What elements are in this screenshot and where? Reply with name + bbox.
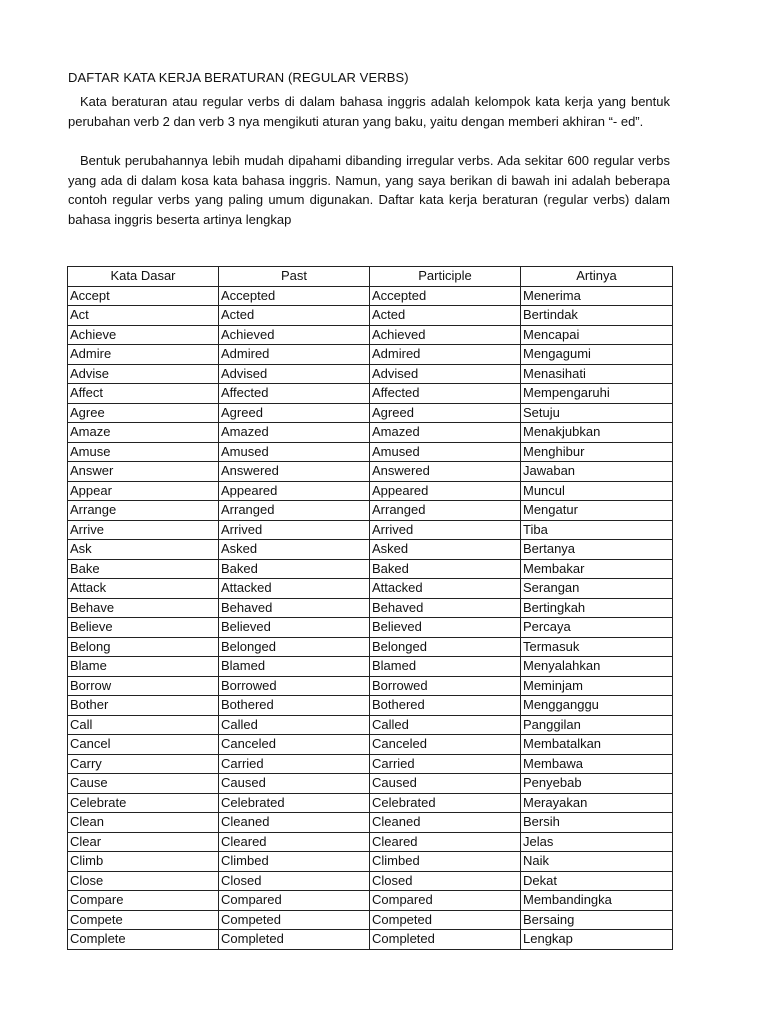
past-form-cell: Baked	[219, 559, 370, 579]
table-row	[68, 793, 673, 813]
table-row	[68, 501, 673, 521]
meaning-cell: Jelas	[521, 832, 673, 852]
past-form-cell: Borrowed	[219, 676, 370, 696]
participle-cell: Advised	[370, 364, 521, 384]
past-form-cell: Affected	[219, 384, 370, 404]
meaning-cell: Membakar	[521, 559, 673, 579]
intro-paragraph: Kata beraturan atau regular verbs di dalam bahasa inggris adalah kelompok kata kerja yang bentuk perubahan verb 2 dan verb 3 nya mengikuti aturan yang baku, yaitu dengan memberi akhiran “- ed”.	[68, 94, 670, 129]
past-form-cell: Cleared	[219, 832, 370, 852]
participle-cell: Canceled	[370, 735, 521, 755]
meaning-cell: Muncul	[521, 481, 673, 501]
participle-cell: Affected	[370, 384, 521, 404]
past-form-cell: Achieved	[219, 325, 370, 345]
participle-cell: Acted	[370, 306, 521, 326]
meaning-cell: Percaya	[521, 618, 673, 638]
base-form-cell: Accept	[68, 286, 219, 306]
participle-cell: Compared	[370, 891, 521, 911]
table-row	[68, 774, 673, 794]
past-form-cell: Completed	[219, 930, 370, 950]
base-form-cell: Attack	[68, 579, 219, 599]
participle-cell: Bothered	[370, 696, 521, 716]
past-form-cell: Acted	[219, 306, 370, 326]
base-form-cell: Arrange	[68, 501, 219, 521]
past-form-cell: Answered	[219, 462, 370, 482]
past-form-cell: Caused	[219, 774, 370, 794]
table-row	[68, 540, 673, 560]
description-paragraph: Bentuk perubahannya lebih mudah dipahami dibanding irregular verbs. Ada sekitar 600 regular verbs yang ada di dalam kosa kata bahasa inggris. Namun, yang saya berikan di bawah ini adalah beberapa contoh regular verbs yang paling umum digunakan. Daftar kata kerja beraturan (regular verbs) dalam bahasa inggris beserta artinya lengkap	[68, 153, 670, 227]
meaning-cell: Bersaing	[521, 910, 673, 930]
participle-cell: Belonged	[370, 637, 521, 657]
participle-cell: Answered	[370, 462, 521, 482]
participle-cell: Accepted	[370, 286, 521, 306]
table-row	[68, 676, 673, 696]
past-form-cell: Arranged	[219, 501, 370, 521]
table-row	[68, 715, 673, 735]
base-form-cell: Admire	[68, 345, 219, 365]
participle-cell: Arranged	[370, 501, 521, 521]
participle-cell: Admired	[370, 345, 521, 365]
base-form-cell: Affect	[68, 384, 219, 404]
base-form-cell: Blame	[68, 657, 219, 677]
table-row	[68, 871, 673, 891]
table-row	[68, 345, 673, 365]
meaning-cell: Menyalahkan	[521, 657, 673, 677]
meaning-cell: Menakjubkan	[521, 423, 673, 443]
base-form-cell: Bake	[68, 559, 219, 579]
table-row	[68, 364, 673, 384]
participle-cell: Borrowed	[370, 676, 521, 696]
base-form-cell: Arrive	[68, 520, 219, 540]
document-title: DAFTAR KATA KERJA BERATURAN (REGULAR VERBS)	[68, 70, 409, 85]
table-row	[68, 910, 673, 930]
table-row	[68, 754, 673, 774]
meaning-cell: Bersih	[521, 813, 673, 833]
table-body	[68, 286, 673, 949]
past-form-cell: Amused	[219, 442, 370, 462]
participle-cell: Agreed	[370, 403, 521, 423]
base-form-cell: Compare	[68, 891, 219, 911]
participle-cell: Cleaned	[370, 813, 521, 833]
past-form-cell: Attacked	[219, 579, 370, 599]
base-form-cell: Amuse	[68, 442, 219, 462]
participle-cell: Blamed	[370, 657, 521, 677]
meaning-cell: Menasihati	[521, 364, 673, 384]
participle-cell: Amused	[370, 442, 521, 462]
past-form-cell: Celebrated	[219, 793, 370, 813]
past-form-cell: Canceled	[219, 735, 370, 755]
header-past: Past	[219, 267, 370, 287]
meaning-cell: Mempengaruhi	[521, 384, 673, 404]
table-row	[68, 930, 673, 950]
meaning-cell: Penyebab	[521, 774, 673, 794]
participle-cell: Called	[370, 715, 521, 735]
base-form-cell: Act	[68, 306, 219, 326]
base-form-cell: Amaze	[68, 423, 219, 443]
participle-cell: Carried	[370, 754, 521, 774]
base-form-cell: Achieve	[68, 325, 219, 345]
meaning-cell: Termasuk	[521, 637, 673, 657]
participle-cell: Arrived	[370, 520, 521, 540]
table-row	[68, 325, 673, 345]
meaning-cell: Naik	[521, 852, 673, 872]
base-form-cell: Answer	[68, 462, 219, 482]
participle-cell: Celebrated	[370, 793, 521, 813]
participle-cell: Caused	[370, 774, 521, 794]
table-row	[68, 735, 673, 755]
meaning-cell: Bertanya	[521, 540, 673, 560]
participle-cell: Cleared	[370, 832, 521, 852]
past-form-cell: Blamed	[219, 657, 370, 677]
table-row	[68, 891, 673, 911]
participle-cell: Climbed	[370, 852, 521, 872]
header-participle: Participle	[370, 267, 521, 287]
past-form-cell: Advised	[219, 364, 370, 384]
base-form-cell: Clear	[68, 832, 219, 852]
base-form-cell: Compete	[68, 910, 219, 930]
participle-cell: Behaved	[370, 598, 521, 618]
meaning-cell: Tiba	[521, 520, 673, 540]
meaning-cell: Bertindak	[521, 306, 673, 326]
table-row	[68, 598, 673, 618]
participle-cell: Completed	[370, 930, 521, 950]
base-form-cell: Clean	[68, 813, 219, 833]
table-row	[68, 696, 673, 716]
table-row	[68, 286, 673, 306]
meaning-cell: Menghibur	[521, 442, 673, 462]
participle-cell: Asked	[370, 540, 521, 560]
meaning-cell: Mengagumi	[521, 345, 673, 365]
table-row	[68, 657, 673, 677]
past-form-cell: Behaved	[219, 598, 370, 618]
table-row	[68, 306, 673, 326]
participle-cell: Achieved	[370, 325, 521, 345]
past-form-cell: Asked	[219, 540, 370, 560]
past-form-cell: Agreed	[219, 403, 370, 423]
past-form-cell: Arrived	[219, 520, 370, 540]
header-artinya: Artinya	[521, 267, 673, 287]
meaning-cell: Setuju	[521, 403, 673, 423]
meaning-cell: Merayakan	[521, 793, 673, 813]
past-form-cell: Compared	[219, 891, 370, 911]
table-row	[68, 403, 673, 423]
base-form-cell: Advise	[68, 364, 219, 384]
meaning-cell: Lengkap	[521, 930, 673, 950]
past-form-cell: Amazed	[219, 423, 370, 443]
meaning-cell: Mengganggu	[521, 696, 673, 716]
past-form-cell: Cleaned	[219, 813, 370, 833]
meaning-cell: Membatalkan	[521, 735, 673, 755]
meaning-cell: Dekat	[521, 871, 673, 891]
participle-cell: Attacked	[370, 579, 521, 599]
base-form-cell: Close	[68, 871, 219, 891]
past-form-cell: Bothered	[219, 696, 370, 716]
past-form-cell: Closed	[219, 871, 370, 891]
past-form-cell: Belonged	[219, 637, 370, 657]
meaning-cell: Menerima	[521, 286, 673, 306]
past-form-cell: Admired	[219, 345, 370, 365]
table-row	[68, 618, 673, 638]
meaning-cell: Mencapai	[521, 325, 673, 345]
meaning-cell: Meminjam	[521, 676, 673, 696]
participle-cell: Competed	[370, 910, 521, 930]
participle-cell: Amazed	[370, 423, 521, 443]
base-form-cell: Appear	[68, 481, 219, 501]
participle-cell: Appeared	[370, 481, 521, 501]
meaning-cell: Membandingka	[521, 891, 673, 911]
table-row	[68, 462, 673, 482]
past-form-cell: Appeared	[219, 481, 370, 501]
past-form-cell: Called	[219, 715, 370, 735]
base-form-cell: Call	[68, 715, 219, 735]
meaning-cell: Panggilan	[521, 715, 673, 735]
table-header-row	[68, 267, 673, 287]
participle-cell: Closed	[370, 871, 521, 891]
base-form-cell: Climb	[68, 852, 219, 872]
base-form-cell: Borrow	[68, 676, 219, 696]
participle-cell: Baked	[370, 559, 521, 579]
past-form-cell: Climbed	[219, 852, 370, 872]
base-form-cell: Bother	[68, 696, 219, 716]
base-form-cell: Ask	[68, 540, 219, 560]
base-form-cell: Celebrate	[68, 793, 219, 813]
table-row	[68, 579, 673, 599]
table-row	[68, 559, 673, 579]
table-row	[68, 637, 673, 657]
meaning-cell: Jawaban	[521, 462, 673, 482]
base-form-cell: Complete	[68, 930, 219, 950]
base-form-cell: Agree	[68, 403, 219, 423]
past-form-cell: Competed	[219, 910, 370, 930]
header-kata-dasar: Kata Dasar	[68, 267, 219, 287]
base-form-cell: Cancel	[68, 735, 219, 755]
past-form-cell: Carried	[219, 754, 370, 774]
base-form-cell: Believe	[68, 618, 219, 638]
meaning-cell: Mengatur	[521, 501, 673, 521]
table-row	[68, 423, 673, 443]
table-row	[68, 852, 673, 872]
table-row	[68, 832, 673, 852]
table-row	[68, 813, 673, 833]
regular-verbs-table	[67, 266, 673, 950]
table-row	[68, 384, 673, 404]
table-row	[68, 520, 673, 540]
meaning-cell: Bertingkah	[521, 598, 673, 618]
base-form-cell: Belong	[68, 637, 219, 657]
base-form-cell: Carry	[68, 754, 219, 774]
participle-cell: Believed	[370, 618, 521, 638]
table-row	[68, 442, 673, 462]
past-form-cell: Accepted	[219, 286, 370, 306]
base-form-cell: Behave	[68, 598, 219, 618]
meaning-cell: Serangan	[521, 579, 673, 599]
base-form-cell: Cause	[68, 774, 219, 794]
meaning-cell: Membawa	[521, 754, 673, 774]
table-row	[68, 481, 673, 501]
past-form-cell: Believed	[219, 618, 370, 638]
